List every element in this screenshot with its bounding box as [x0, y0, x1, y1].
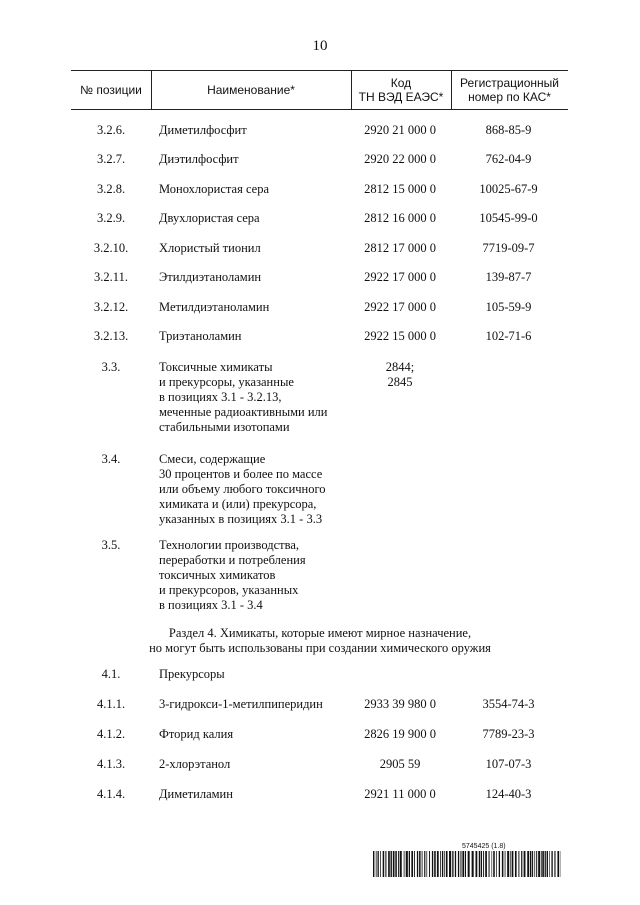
hs-code: 2905 59 — [379, 757, 421, 771]
item-name: 2-хлорэтанол — [159, 757, 231, 771]
item-name: Смеси, содержащие 30 процентов и более по массе или объему любого токсичного химиката и (или) прекурсора, указанных в позициях 3.1 - 3.3 — [159, 452, 326, 526]
hs-code: 2920 21 000 0 — [364, 123, 436, 137]
item-name: Двухлористая сера — [159, 211, 260, 225]
cas-number: 3554-74-3 — [482, 697, 535, 711]
cas-number: 124-40-3 — [485, 787, 532, 801]
position-number: 3.2.12. — [93, 300, 129, 314]
position-number: 4.1.2. — [96, 727, 126, 741]
item-name: Монохлористая сера — [159, 182, 269, 196]
position-number: 3.5. — [101, 538, 121, 552]
hs-code: 2812 15 000 0 — [364, 182, 436, 196]
item-name: Фторид калия — [159, 727, 234, 741]
item-name: Технологии производства, переработки и потребления токсичных химикатов и прекурсоров, указанных в позициях 3.1 - 3.4 — [159, 538, 306, 612]
item-name: Диметилфосфит — [159, 123, 247, 137]
item-name: Токсичные химикаты и прекурсоры, указанные в позициях 3.1 - 3.2.13, меченные радиоактивными или стабильными изотопами — [159, 360, 328, 434]
position-number: 4.1.1. — [96, 697, 126, 711]
cas-number: 105-59-9 — [485, 300, 532, 314]
hs-code: 2921 11 000 0 — [364, 787, 436, 801]
item-name: 3-гидрокси-1-метилпиперидин — [159, 697, 323, 711]
item-name: Диэтилфосфит — [159, 152, 239, 166]
cas-number: 107-07-3 — [485, 757, 532, 771]
item-name: Триэтаноламин — [159, 329, 242, 343]
page-number: 10 — [312, 38, 328, 54]
position-number: 3.2.9. — [96, 211, 126, 225]
cas-number: 868-85-9 — [485, 123, 532, 137]
position-number: 4.1.4. — [96, 787, 126, 801]
position-number: 3.3. — [101, 360, 121, 374]
cas-number: 10545-99-0 — [479, 211, 538, 225]
barcode-id: 5745425 (1.8) — [462, 843, 506, 850]
hs-code: 2812 17 000 0 — [364, 241, 436, 255]
hs-code: 2844; 2845 — [385, 360, 415, 389]
header-code: Код ТН ВЭД ЕАЭС* — [358, 76, 444, 104]
table-header — [71, 70, 568, 110]
position-number: 3.2.8. — [96, 182, 126, 196]
position-number: 4.1.3. — [96, 757, 126, 771]
position-number: 3.2.13. — [93, 329, 129, 343]
hs-code: 2812 16 000 0 — [364, 211, 436, 225]
barcode-icon — [373, 851, 561, 877]
position-number: 4.1. — [101, 667, 121, 681]
position-number: 3.2.7. — [96, 152, 126, 166]
header-name: Наименование* — [207, 83, 295, 97]
item-name: Диметиламин — [159, 787, 233, 801]
cas-number: 7719-09-7 — [482, 241, 535, 255]
cas-number: 139-87-7 — [485, 270, 532, 284]
position-number: 3.2.10. — [93, 241, 129, 255]
position-number: 3.2.6. — [96, 123, 126, 137]
section-title: Раздел 4. Химикаты, которые имеют мирное назначение, но могут быть использованы при создании химического оружия — [149, 626, 491, 655]
cas-number: 102-71-6 — [485, 329, 532, 343]
hs-code: 2922 15 000 0 — [364, 329, 436, 343]
position-number: 3.4. — [101, 452, 121, 466]
hs-code: 2922 17 000 0 — [364, 300, 436, 314]
hs-code: 2933 39 980 0 — [364, 697, 436, 711]
header-cas: Регистрационный номер по КАС* — [460, 76, 559, 104]
hs-code: 2922 17 000 0 — [364, 270, 436, 284]
item-name: Метилдиэтаноламин — [159, 300, 270, 314]
hs-code: 2826 19 900 0 — [364, 727, 436, 741]
cas-number: 7789-23-3 — [482, 727, 535, 741]
item-name: Прекурсоры — [159, 667, 225, 681]
item-name: Хлористый тионил — [159, 241, 261, 255]
cas-number: 762-04-9 — [485, 152, 532, 166]
position-number: 3.2.11. — [94, 270, 128, 284]
item-name: Этилдиэтаноламин — [159, 270, 262, 284]
hs-code: 2920 22 000 0 — [364, 152, 436, 166]
header-position: № позиции — [80, 83, 142, 97]
cas-number: 10025-67-9 — [479, 182, 538, 196]
